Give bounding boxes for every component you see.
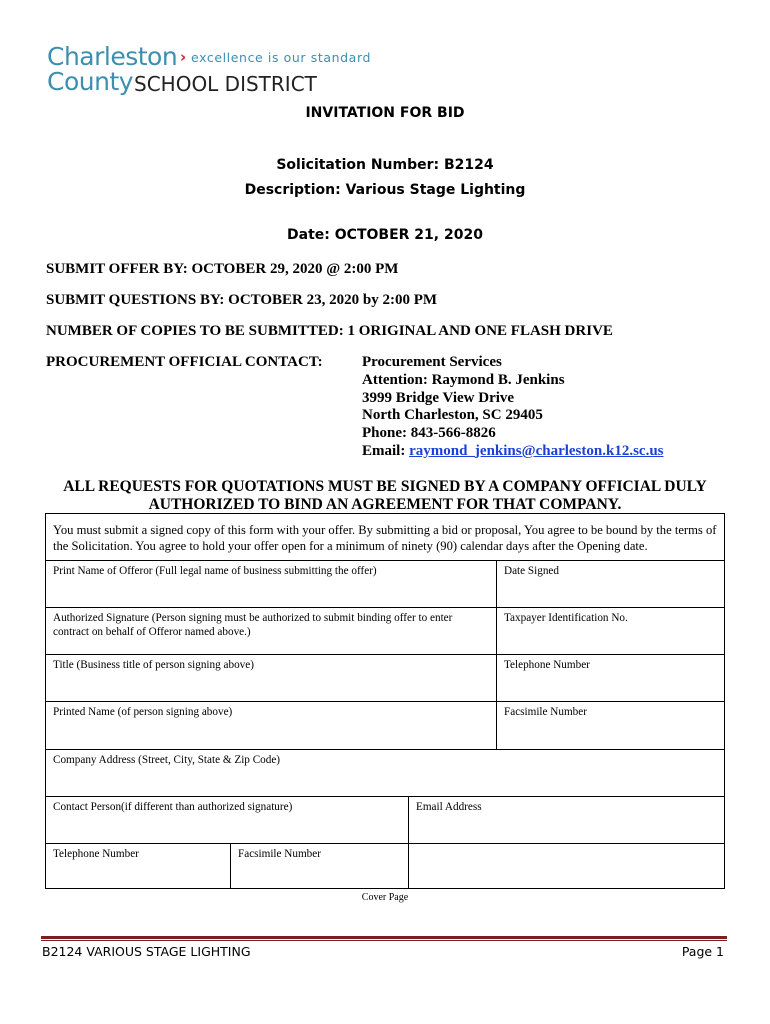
logo-tagline: excellence is our standard	[191, 50, 371, 65]
telephone-field[interactable]: Telephone Number	[496, 654, 725, 702]
taxpayer-id-field[interactable]: Taxpayer Identification No.	[496, 607, 725, 655]
footer-divider-thin	[41, 940, 727, 941]
print-name-field[interactable]: Print Name of Offeror (Full legal name of business submitting the offer)	[45, 560, 497, 608]
notice-line1: ALL REQUESTS FOR QUOTATIONS MUST BE SIGNED BY A COMPANY OFFICIAL DULY	[63, 478, 707, 495]
signature-notice	[46, 478, 724, 514]
facsimile-field[interactable]: Facsimile Number	[496, 701, 725, 750]
title-field[interactable]: Title (Business title of person signing above)	[45, 654, 497, 702]
contact-label: PROCUREMENT OFFICIAL CONTACT:	[46, 354, 323, 370]
authorized-signature-field[interactable]: Authorized Signature (Person signing must be authorized to submit binding offer to enter contract on behalf of Offeror named above.)	[45, 607, 497, 655]
notice-line2: AUTHORIZED TO BIND AN AGREEMENT FOR THAT COMPANY.	[148, 496, 622, 513]
company-address-field[interactable]: Company Address (Street, City, State & Zip Code)	[45, 749, 725, 797]
telephone2-field[interactable]: Telephone Number	[45, 843, 231, 889]
submit-offer-deadline: SUBMIT OFFER BY: OCTOBER 29, 2020 @ 2:00 PM	[46, 261, 399, 277]
printed-name-field[interactable]: Printed Name (of person signing above)	[45, 701, 497, 750]
chevron-right-icon: ›	[180, 48, 187, 66]
description: Description: Various Stage Lighting	[244, 182, 526, 198]
logo-line1: Charleston	[47, 42, 178, 71]
contact-phone: Phone: 843-566-8826	[362, 425, 496, 442]
cover-page-caption: Cover Page	[361, 892, 409, 903]
footer-doc-title: B2124 VARIOUS STAGE LIGHTING	[42, 944, 251, 959]
solicitation-number: Solicitation Number: B2124	[276, 157, 494, 173]
logo-county: County	[47, 67, 134, 96]
contact-block	[362, 354, 664, 461]
logo-school-district: SCHOOL DISTRICT	[134, 72, 317, 96]
issue-date: Date: OCTOBER 21, 2020	[287, 227, 483, 243]
contact-email-line	[362, 443, 664, 461]
page-number: Page 1	[681, 944, 724, 959]
blank-cell	[408, 843, 725, 889]
document-title: INVITATION FOR BID	[305, 105, 465, 121]
contact-email-link[interactable]: raymond_jenkins@charleston.k12.sc.us	[409, 442, 664, 459]
district-logo	[47, 42, 371, 98]
email-address-field[interactable]: Email Address	[408, 796, 725, 844]
contact-address2: North Charleston, SC 29405	[362, 407, 543, 424]
contact-email-label: Email:	[362, 442, 410, 459]
submit-questions-deadline: SUBMIT QUESTIONS BY: OCTOBER 23, 2020 by 2:00 PM	[46, 292, 438, 308]
contact-dept: Procurement Services	[362, 354, 502, 370]
date-signed-field[interactable]: Date Signed	[496, 560, 725, 608]
footer-divider	[41, 936, 727, 939]
contact-person-field[interactable]: Contact Person(if different than authorized signature)	[45, 796, 409, 844]
contact-address1: 3999 Bridge View Drive	[362, 389, 515, 406]
facsimile2-field[interactable]: Facsimile Number	[230, 843, 409, 889]
copies-required: NUMBER OF COPIES TO BE SUBMITTED: 1 ORIGINAL AND ONE FLASH DRIVE	[46, 323, 613, 339]
contact-attention: Attention: Raymond B. Jenkins	[362, 371, 565, 388]
form-intro: You must submit a signed copy of this form with your offer. By submitting a bid or proposal, You agree to be bound by the terms of the Solicitation. You agree to hold your offer open for a minimum of ninety (90) calendar days after the Opening date.	[53, 523, 717, 553]
